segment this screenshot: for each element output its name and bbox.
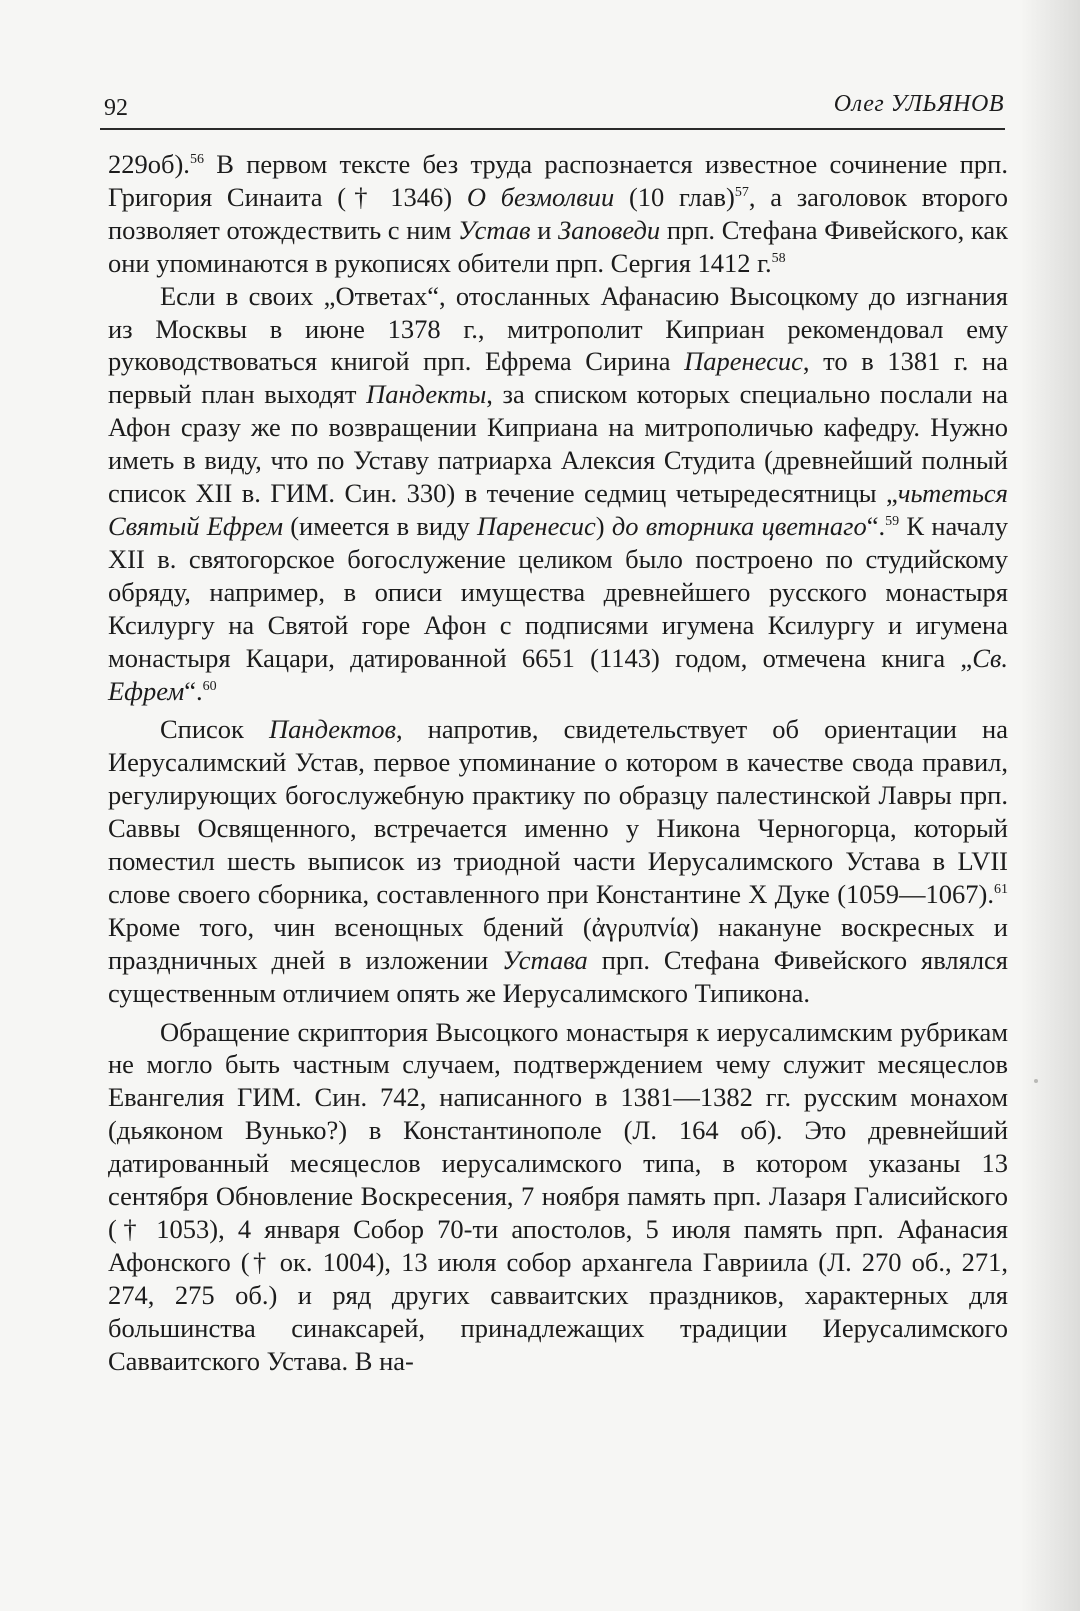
text-run: Кроме того, чин всенощных бдений (ἀγρυπνία) накануне воскресных и праздничных дней в изложении [108, 911, 1008, 975]
text-run: (имеется в виду [282, 510, 478, 541]
footnote-ref: 61 [994, 881, 1008, 897]
footnote-ref: 60 [202, 678, 217, 694]
paragraph-2 [108, 280, 1008, 708]
footnote-ref: 59 [885, 513, 900, 529]
text-run: , то в 1381 г. на первый план выходят [108, 346, 1008, 410]
text-run: К началу XII в. святогорское богослужение целиком было построено по студийскому обряду, например, в описи имущества древнейшего русского монастыря Ксилургу на Святой горе Афон с подписями игумена Ксилургу и игумена монастыря Кацари, датированной 6651 (1143) годом, отмечена книга „ [108, 510, 1008, 673]
italic-text: Паренесис [477, 510, 596, 541]
footnote-ref: 56 [189, 152, 204, 167]
text-run: , напротив, свидетельствует об ориентации на Иерусалимский Устав, первое упоминание о котором в качестве свода правил, регулирующих богослужебную практику по образцу палестинской Лавры прп. Саввы Освященного, встречается именно у Никона Черногорца, который поместил шесть выписок из триодной части Иерусалимского Устава в LVII слове своего сборника, составленного при Константине X Дуке (1059—1067). [108, 714, 1008, 909]
text-run: “. [184, 675, 203, 706]
italic-text: Устава [502, 944, 588, 975]
italic-text: чьтеться Святый Ефрем [108, 478, 1008, 541]
running-head: Олег УЛЬЯНОВ [833, 91, 1004, 117]
paragraph-4 [108, 1016, 1008, 1378]
text-run: , а заголовок второго позволяет отождествить с ним [108, 181, 1009, 245]
paragraph-3 [108, 713, 1008, 1009]
text-run: Обращение скриптория Высоцкого монастыря к иерусалимским рубрикам не могло быть частным случаем, подтверждением чему служит месяцеслов Евангелия ГИМ. Син. 742, написанного в 1381—1382 гг. русским монахом (дьяконом Вунько?) в Константинополе (Л. 164 об). Это древнейший датированный месяцеслов иерусалимского типа, в котором указаны 13 сентября Обновление Воскресения, 7 ноября память прп. Лазаря Галисийского († 1053), 4 января Собор 70-ти апостолов, 5 июля память прп. Афанасия Афонского († ок. 1004), 13 июля собор архангела Гавриила (Л. 270 об., 271, 274, 275 об.) и ряд других савваитских праздников, характерных для большинства синаксарей, принадлежащих традиции Иерусалимского Савваитского Устава. В на- [108, 1016, 1008, 1376]
page-header [104, 78, 1004, 128]
italic-text: О безмолвии [466, 181, 615, 212]
footnote-ref: 58 [771, 250, 786, 266]
footnote-ref: 57 [734, 184, 749, 200]
header-rule [100, 128, 1005, 130]
italic-text: Заповеди [558, 214, 661, 245]
italic-text: Пандекты [366, 379, 487, 410]
italic-text: до вторника цветнаго [611, 510, 867, 541]
text-run: Список [160, 714, 270, 745]
text-run: 229об). [108, 149, 190, 179]
paper-speck [1034, 1079, 1038, 1083]
text-run: “. [866, 510, 886, 541]
italic-text: Паренесис [684, 346, 803, 377]
text-run: прп. Стефана Фивейского являлся существенным отличием опять же Иерусалимского Типикона. [108, 944, 1008, 1008]
text-run: (10 глав) [614, 181, 735, 212]
italic-text: Св. Ефрем [108, 642, 1008, 706]
text-run: Если в своих „Ответах“, отосланных Афанасию Высоцкому до изгнания из Москвы в июне 1378 г., митрополит Киприан рекомендовал ему руководствоваться книгой прп. Ефрема Сирина [108, 280, 1008, 377]
text-run: и [530, 214, 559, 245]
paragraph-1 [108, 148, 1008, 280]
text-run: прп. Стефана Фивейского, как они упоминаются в рукописях обители прп. Сергия 1412 г. [108, 214, 1008, 278]
text-run: ) [595, 510, 612, 541]
page-edge-shadow [1020, 0, 1080, 1611]
text-run: В первом тексте без труда распознается известное сочинение прп. Григория Синаита († 1346) [108, 149, 1008, 212]
page-number: 92 [104, 95, 128, 121]
text-run: , за списком которых специально послали на Афон сразу же по возвращении Киприана на митрополичью кафедру. Нужно иметь в виду, что по Уставу патриарха Алексия Студита (древнейший полный список XII в. ГИМ. Син. 330) в течение седмиц четыредесятницы „ [108, 379, 1009, 509]
body-text [108, 148, 1008, 1378]
italic-text: Устав [457, 214, 531, 245]
italic-text: Пандектов [269, 714, 396, 745]
